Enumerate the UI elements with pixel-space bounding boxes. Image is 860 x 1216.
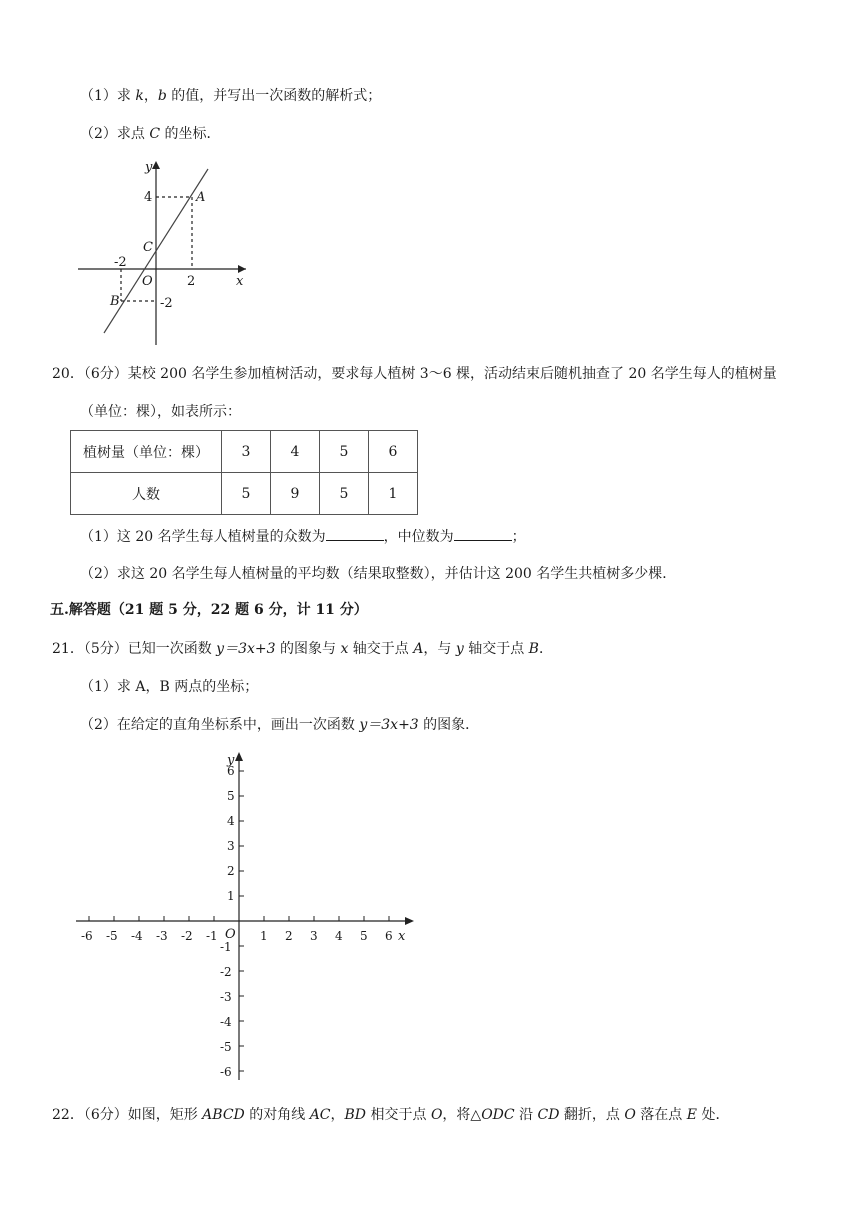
q19-y-label: y (145, 160, 153, 175)
q21-tick-label-x: 2 (285, 929, 293, 943)
section-5-heading: 五.解答题（21 题 5 分，22 题 6 分，计 11 分） (50, 602, 368, 618)
q22-var-ABCD: ABCD (202, 1107, 245, 1123)
q21-tick-label-y: -5 (220, 1040, 232, 1054)
q21-tick-label-x: -4 (131, 929, 143, 943)
q22-var-BD: BD (344, 1107, 367, 1123)
q21-tick-label-x: 1 (260, 929, 268, 943)
q22-t3: 相交于点 (366, 1107, 431, 1123)
q21-mid3: ，与 (423, 641, 456, 657)
q22-t2: ， (330, 1107, 345, 1123)
q21-mid4: 轴交于点 (463, 641, 529, 657)
q19-part2-pre: （2）求点 (80, 126, 150, 142)
q21-var-y: y (455, 641, 464, 657)
q21-tick-label-y: -2 (220, 965, 232, 979)
q19-part1 (80, 86, 381, 106)
q19-graph (70, 155, 260, 350)
q22-t1: 的对角线 (244, 1107, 310, 1123)
q20-table (70, 430, 418, 515)
q20-line1: 20．（6分）某校 200 名学生参加植树活动，要求每人植树 3～6 棵，活动结束后随机抽查了 20 名学生每人的植树量 (52, 366, 777, 382)
q21-part2-pre: （2）在给定的直角坐标系中，画出一次函数 (80, 717, 360, 733)
q21-stem (52, 639, 553, 659)
q20-line2: （单位：棵），如表所示： (80, 404, 241, 420)
q21-tick-label-x: 3 (310, 929, 318, 943)
q20-part1-b: ，中位数为 (383, 529, 454, 545)
table-cell: 6 (369, 431, 418, 473)
q21-tick-label-y: 4 (227, 814, 235, 828)
q22-t8: 处． (697, 1107, 730, 1123)
q22-var-O2: O (624, 1107, 636, 1123)
q21-tick-label-y: 5 (227, 789, 235, 803)
table-row (71, 431, 418, 473)
q19-origin-label: O (142, 274, 153, 289)
q19-part1-comma: ， (143, 88, 158, 104)
q21-tick-label-y: 3 (227, 839, 235, 853)
q21-tick-label-y: -1 (220, 940, 232, 954)
q19-point-B-label: B (110, 294, 120, 309)
q22-var-O: O (430, 1107, 443, 1123)
q22-t6: 翻折，点 (559, 1107, 625, 1123)
q19-tick-x2: 2 (187, 274, 196, 289)
var-k: k (135, 88, 144, 104)
q21-y-label: y (227, 753, 235, 768)
table-cell: 5 (222, 473, 271, 515)
table-cell: 5 (320, 431, 369, 473)
q19-part2 (80, 124, 221, 144)
table-cell: 9 (271, 473, 320, 515)
q21-x-arrow (405, 917, 414, 925)
q21-tick-label-y: -4 (220, 1015, 232, 1029)
var-C: C (149, 126, 161, 142)
q21-tick-label-y: 2 (227, 864, 235, 878)
q21-var-x: x (340, 641, 349, 657)
q21-part2-post: 的图象． (418, 717, 480, 733)
q19-x-arrow (238, 265, 246, 273)
q22-var-ODC: ODC (481, 1107, 515, 1123)
q21-end: ． (538, 641, 553, 657)
table-cell: 5 (320, 473, 369, 515)
q21-tick-label-y: 6 (227, 764, 235, 778)
q19-point-A-label: A (196, 190, 206, 205)
q21-tick-label-x: -2 (181, 929, 193, 943)
q21-tick-label-y: -6 (220, 1065, 232, 1079)
q20-part1 (80, 526, 526, 547)
q20-part2: （2）求这 20 名学生每人植树量的平均数（结果取整数），并估计这 200 名学生共植树多少棵． (80, 566, 677, 582)
q21-pre: 21．（5分）已知一次函数 (52, 641, 217, 657)
q22-var-E: E (686, 1107, 697, 1123)
q19-tick-y4: 4 (144, 190, 153, 205)
q21-origin-label: O (225, 927, 236, 942)
table-cell: 4 (271, 431, 320, 473)
table-row-label: 人数 (71, 473, 222, 515)
q21-tick-label-x: 5 (360, 929, 368, 943)
q22-t5: 沿 (514, 1107, 538, 1123)
table-row (71, 473, 418, 515)
q21-tick-label-x: -5 (106, 929, 118, 943)
q21-var-B: B (528, 641, 539, 657)
q21-y-arrow (235, 752, 243, 761)
table-header-cell: 植树量（单位：棵） (71, 431, 222, 473)
q21-tick-label-x: 4 (335, 929, 343, 943)
q22-pre: 22．（6分）如图，矩形 (52, 1107, 203, 1123)
q21-tick-label-y: 1 (227, 889, 235, 903)
q21-mid: 的图象与 (275, 641, 341, 657)
q21-part2-equation: y＝3x+3 (359, 717, 419, 733)
q21-part2 (80, 715, 479, 735)
q22-var-AC: AC (309, 1107, 331, 1123)
q19-point-C-label: C (143, 240, 153, 255)
q20-part1-c: ； (511, 529, 526, 545)
q21-x-label: x (398, 929, 406, 944)
q19-x-label: x (236, 274, 244, 289)
q21-tick-label-x: 6 (385, 929, 393, 943)
q21-coordinate-axes (70, 748, 430, 1088)
q21-tick-label-y: -3 (220, 990, 232, 1004)
q21-var-A: A (413, 641, 424, 657)
q19-tick-ym2: -2 (160, 296, 173, 311)
answer-blank-mode[interactable] (326, 526, 384, 541)
q19-part1-pre: （1）求 (80, 88, 136, 104)
q21-part1: （1）求 A，B 两点的坐标； (80, 679, 259, 695)
q21-equation: y＝3x+3 (216, 641, 276, 657)
q19-part1-post: 的值，并写出一次函数的解析式； (166, 88, 382, 104)
q21-tick-label-x: -3 (156, 929, 168, 943)
table-cell: 1 (369, 473, 418, 515)
q19-part2-post: 的坐标． (160, 126, 221, 142)
q19-y-arrow (152, 161, 160, 169)
q21-tick-label-x: -1 (206, 929, 218, 943)
table-cell: 3 (222, 431, 271, 473)
q22-stem (52, 1105, 729, 1125)
q22-t4: ，将△ (442, 1107, 482, 1123)
q22-t7: 落在点 (635, 1107, 687, 1123)
answer-blank-median[interactable] (454, 526, 512, 541)
var-b: b (157, 88, 167, 104)
q22-var-CD: CD (537, 1107, 560, 1123)
q21-tick-label-x: -6 (81, 929, 93, 943)
q20-part1-a: （1）这 20 名学生每人植树量的众数为 (80, 529, 326, 545)
q19-tick-xm2: -2 (114, 255, 127, 270)
q21-mid2: 轴交于点 (348, 641, 414, 657)
